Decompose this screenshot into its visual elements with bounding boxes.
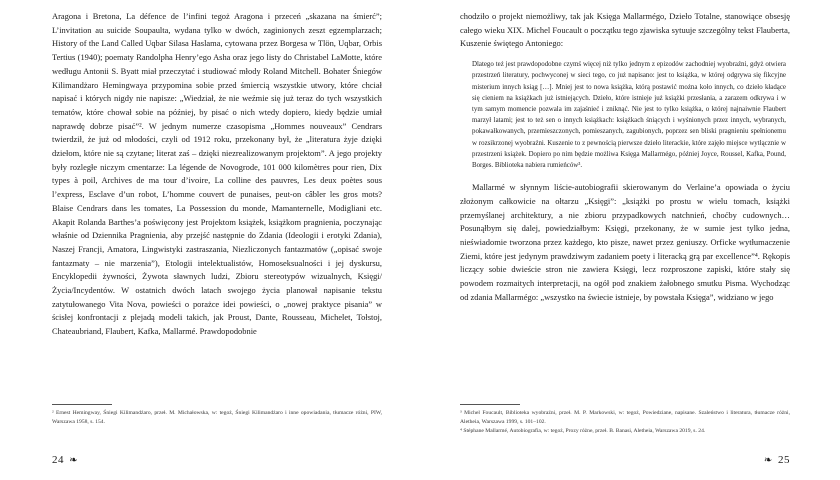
page-number-left [52, 454, 80, 466]
fleuron-icon: ❧ [763, 455, 773, 466]
left-footnotes [52, 409, 382, 427]
block-quote [472, 59, 786, 171]
left-body-paragraph: Aragona i Bretona, La défence de l’infini tegoż Aragona i przeceń „skazana na śmierć”; L’invitation au suicide Soupaulta, wydana tylko w dwóch, zaginionych zeszt egzemplarzach; History of the Land Called Uqbar Silasa Haslama, cytowana przez Borgesa w Tlön, Uqbar, Orbis Tertius (1940); poematy Randolpha Henry’ego Asha oraz jego listy do Christabel LaMotte, które wedługu Antonii S. Byatt miał przeczytać i studiować młody Roland Mitchell. Bohater Śniegów Kilimandżaro Hemingwaya przypomina sobie przed śmiercią wszystkie utwory, które chciał napisać i których nigdy nie napisze: „Wiedział, że nie weźmie się już teraz do tych wszystkich tematów, które chował sobie na później, by pisać o nich wtedy dopiero, kiedy będzie umiał naprawdę dobrze pisać”². W jednym numerze czasopisma „Hommes nouveaux” Cendrars twierdził, że już od młodości, czyli od 1912 roku, przekonany był, że „literatura żyje dzięki dziełom, które nie są czytane; literat zaś – dzięki niezrealizowanym projektom”. A jego projekty były rozległe niczym cmentarze: La légende de Novogrode, 101 000 kilomètres pour rien, Dix types à poil, Archives de ma tour d’ivoire, La colline des pauvres, Les deux poètes sous l’express, Esclave d’un robot, L’homme couvert de punaises, peut-on câbler les gros mots? Blaise Cendrars dans les tomates, La Possession du monde, Mamanternelle, Modigliani etc. Akapit Rolanda Barthes’a poświęcony jest Projektom książek, książkom pragnienia, poczynając właśnie od Dziennika Pragnienia, aby przejść następnie do Zdania (Ideologii i erotyki Zdania), Naszej Francji, Amatora, Lingwistyki zastraszania, Niezliczonych fantazmatów („opisać swoje fantazmaty – nie marzenia”), Etologii intelektualistów, Homoseksualności i jej dyskursu, Encyklopedii żywności, Żywota sławnych ludzi, Zbioru stereotypów wizualnych, Księgi/Życia/Incydentów. W ostatnich dwóch latach swojego życia planował napisanie tekstu zatytułowanego Vita Nova, powieści o porażce idei powieści, o „nowej praktyce pisania” w ścisłej konfrontacji z plejadą modeli takich, jak Proust, Dante, Rousseau, Michelet, Tołstoj, Chateaubriand, Flaubert, Kafka, Mallarmé. Prawdopodobnie [52, 11, 382, 337]
left-page [52, 0, 382, 480]
fleuron-icon: ❧ [69, 455, 79, 466]
footnote-rule [460, 404, 520, 405]
folio-number: 24 [52, 454, 64, 466]
folio-number: 25 [778, 454, 790, 466]
right-intro-paragraph: chodziło o projekt niemożliwy, tak jak Księga Mallarmégo, Dzieło Totalne, stanowiące obsesję całego wieku XIX. Michel Foucault o początku tego zjawiska sytuuje szczególny tekst Flauberta, Kuszenie świętego Antoniego: [460, 11, 790, 49]
footnote: ⁴ Stéphane Mallarmé, Autobiografia, w: tegoż, Prozy różne, przeł. B. Banasi, Aletheia, Warszawa 2019, s. 24. [460, 428, 706, 434]
footnote-rule [52, 404, 112, 405]
footnote: ³ Michel Foucault, Biblioteka wyobraźni, przeł. M. P. Markowski, w: tegoż, Powiedziane, napisane. Szaleństwo i literatura, tłumacze różni, Aletheia, Warszawa 1999, s. 101–102. [460, 410, 790, 425]
page-number-right [762, 454, 790, 466]
left-page-body [52, 10, 382, 339]
right-page-body [460, 10, 790, 304]
right-body-paragraph: Mallarmé w słynnym liście-autobiografii skierowanym do Verlaine’a opowiada o życiu złożonym całkowicie na ołtarzu „Księgi”: „książki po prostu w wielu tomach, książki przemyślanej architektury, a nie zbioru przypadkowych natchnień, choćby cudownych… Posunąłbym się dalej, powiedziałbym: Księgi, przekonany, że w sumie jest tylko jedna, nieświadomie tworzona przez każdego, kto pisze, nawet przez geniuszy. Orficke wytłumaczenie Ziemi, które jest jedynym prawdziwym zadaniem poety i literacką grą par excellence”⁴. Rękopis liczący sobie dwieście stron nie zawiera Księgi, lecz rozproszone zapiski, które stały się powodem rozmaitych interpretacji, na ogół pod znakiem żałobnego smutku Pisma. Wychodząc od zdania Mallarmégo: „wszystko na świecie istnieje, by powstała Księga”, widziano w jego [460, 182, 790, 302]
footnote: ² Ernest Hemingway, Śniegi Kilimandżaro, przeł. M. Michałowska, w: tegoż, Śniegi Kilimandżaro i inne opowiadania, tłumacze różni, PIW, Warszawa 1958, s. 154. [52, 410, 382, 425]
right-footnotes [460, 409, 790, 437]
quote-text: Dlatego też jest prawdopodobne czymś więcej niż tylko jednym z epizodów zachodniej wyobraźni, gdyż otwiera przestrzeń literatury, pochwyconej w sieci tego, co już napisano: jest to książka, w której odgrywa się fikcyjne misterium innych ksiąg […]. Mniej jest to nowa książka, którą postawić można koło innych, co dzieło kładące się cieniem na książkach już istniejących. Dzieło, które istnieje już książki przesłania, a zarazem odkrywa i w tym samym momencie pozwala im zajaśnieć i zniknąć. Nie jest to tylko książka, o której najnaiwnie Flaubert marzył latami; jest to też sen o innych książkach: książkach śniących i wyśnionych przez innych, wybranych, pokawałkowanych, przemieszczonych, pomieszanych, zagubionych, poprzez sen bliski pragnieniu spełnionemu w rozsikrzonej wyobraźni. Kuszenie to z pewnością pierwsze dzieło literackie, które zajęło miejsce wytłącznie w przestrzeni książek. Dopiero po nim będzie możliwa Księga Mallarmégo, później Joyce, Roussel, Kafka, Pound, Borges. Biblioteka nabiera rumieńców³. [472, 61, 786, 169]
right-page [460, 0, 790, 480]
